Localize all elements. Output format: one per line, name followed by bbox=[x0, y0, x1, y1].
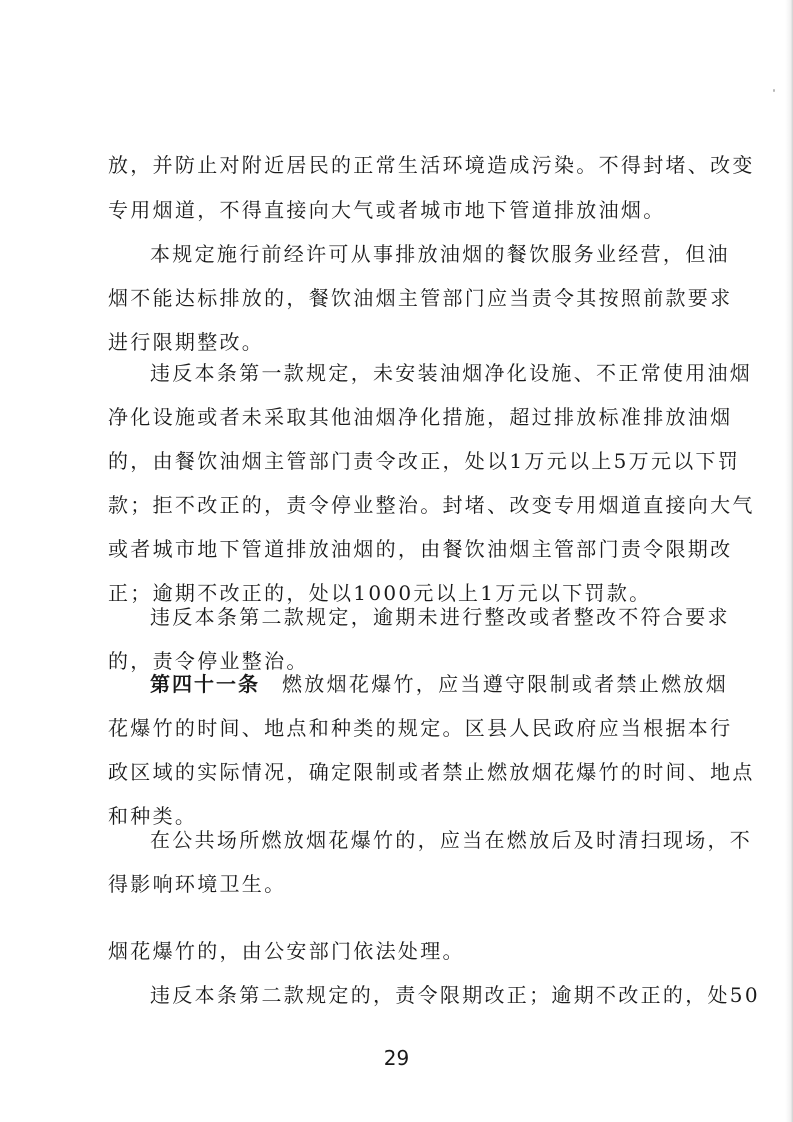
text-line: 得影响环境卫生。 bbox=[108, 872, 287, 896]
text-line: 正；逾期不改正的，处以1000元以上1万元以下罚款。 bbox=[108, 581, 652, 605]
paragraph-first-line: 在公共场所燃放烟花爆竹的，应当在燃放后及时清扫现场，不 bbox=[150, 828, 753, 852]
text-line: 或者城市地下管道排放油烟的，由餐饮油烟主管部门责令限期改 bbox=[108, 537, 733, 561]
text-line: 的，责令停业整治。 bbox=[108, 649, 309, 673]
paragraph-first-line: 本规定施行前经许可从事排放油烟的餐饮服务业经营，但油 bbox=[150, 242, 730, 266]
scan-speck bbox=[773, 89, 775, 92]
article-text: 燃放烟花爆竹，应当遵守限制或者禁止燃放烟 bbox=[282, 672, 728, 696]
text-line: 进行限期整改。 bbox=[108, 330, 265, 354]
text-line: 政区域的实际情况，确定限制或者禁止燃放烟花爆竹的时间、地点 bbox=[108, 760, 755, 784]
article-number: 第四十一条 bbox=[150, 672, 260, 696]
paragraph-first-line: 违反本条第一款规定，未安装油烟净化设施、不正常使用油烟 bbox=[150, 361, 753, 385]
text-line: 净化设施或者未采取其他油烟净化措施，超过排放标准排放油烟 bbox=[108, 405, 733, 429]
page-number: 29 bbox=[383, 1046, 410, 1070]
text-line: 放，并防止对附近居民的正常生活环境造成污染。不得封堵、改变 bbox=[108, 153, 755, 177]
text-line: 花爆竹的时间、地点和种类的规定。区县人民政府应当根据本行 bbox=[108, 716, 733, 740]
text-line: 的，由餐饮油烟主管部门责令改正，处以1万元以上5万元以下罚 bbox=[108, 449, 741, 473]
text-line: 烟花爆竹的，由公安部门依法处理。 bbox=[108, 939, 465, 963]
paragraph-first-line: 违反本条第二款规定的，责令限期改正；逾期不改正的，处50 bbox=[150, 983, 760, 1007]
text-line: 专用烟道，不得直接向大气或者城市地下管道排放油烟。 bbox=[108, 198, 666, 222]
text-line: 和种类。 bbox=[108, 804, 198, 828]
paragraph-first-line: 违反本条第二款规定，逾期未进行整改或者整改不符合要求 bbox=[150, 605, 730, 629]
text-line: 烟不能达标排放的，餐饮油烟主管部门应当责令其按照前款要求 bbox=[108, 286, 733, 310]
text-line: 款；拒不改正的，责令停业整治。封堵、改变专用烟道直接向大气 bbox=[108, 493, 755, 517]
article-heading-line bbox=[150, 670, 728, 698]
scan-edge bbox=[785, 0, 793, 1122]
